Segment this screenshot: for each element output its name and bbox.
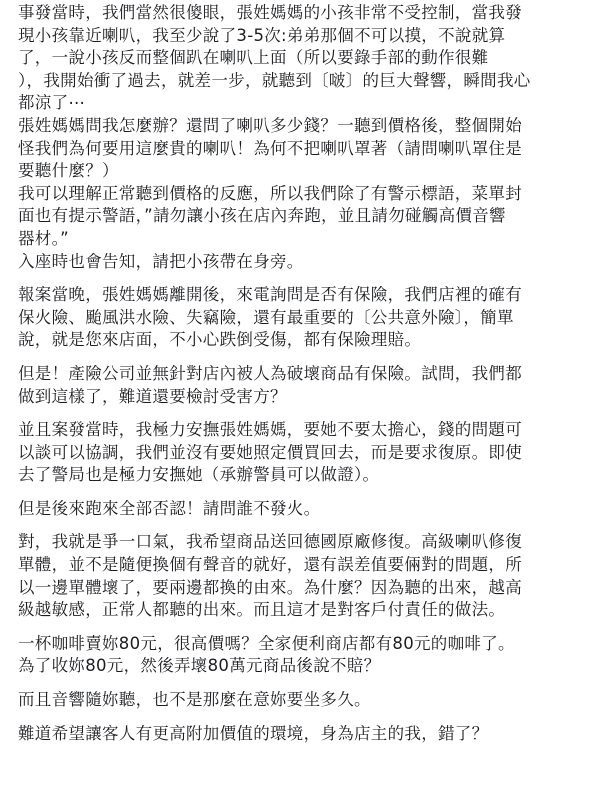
text-line: 對，我就是爭一口氣，我希望商品送回德國原廠修復。高級喇叭修復	[18, 532, 522, 552]
text-line: 要聽什麼？）	[18, 161, 119, 181]
text-line: 並且案發當時，我極力安撫張姓媽媽，要她不要太擔心，錢的問題可	[18, 420, 522, 440]
paragraph-gap	[18, 487, 585, 498]
paragraph-gap	[18, 408, 585, 419]
text-line: 我可以理解正常聽到價格的反應，所以我們除了有警示標語，菜單封	[18, 183, 522, 203]
paragraph	[18, 419, 585, 487]
paragraph-gap	[18, 273, 585, 284]
text-line: 級越敏感，正常人都聽的出來。而且這才是對客戶付責任的做法。	[18, 600, 506, 620]
paragraph	[18, 723, 585, 746]
paragraph	[18, 2, 585, 115]
text-line: 難道希望讓客人有更高附加價值的環境，身為店主的我，錯了？	[18, 723, 489, 743]
text-line: 而且音響隨妳聽，也不是那麼在意妳要坐多久。	[18, 690, 371, 710]
text-line: 以一邊單體壞了，要兩邊都換的由來。為什麼？因為聽的出來，越高	[18, 577, 522, 597]
paragraph	[18, 531, 585, 621]
text-line: 面也有提示警語，”請勿讓小孩在店內奔跑，並且請勿碰觸高價音響	[18, 206, 506, 226]
paragraph	[18, 633, 585, 678]
paragraph-gap	[18, 622, 585, 633]
text-line: 但是！產險公司並無針對店內被人為破壞商品有保險。試問，我們都	[18, 363, 522, 383]
paragraph-gap	[18, 352, 585, 363]
text-line: 怪我們為何要用這麼貴的喇叭！為何不把喇叭罩著（請問喇叭罩住是	[18, 138, 522, 158]
paragraph	[18, 498, 585, 521]
text-line: 以談可以協調，我們並沒有要她照定價買回去，而是要求復原。即使	[18, 442, 522, 462]
text-line: 但是後來跑來全部否認！請問誰不發火。	[18, 498, 321, 518]
text-line: 都涼了⋯	[18, 93, 86, 113]
text-line: 報案當晚，張姓媽媽離開後，來電詢問是否有保險，我們店裡的確有	[18, 285, 522, 305]
text-line: 入座時也會告知，請把小孩帶在身旁。	[18, 251, 304, 271]
text-line: 張姓媽媽問我怎麼辦？還問了喇叭多少錢？一聽到價格後，整個開始	[18, 115, 522, 135]
paragraph-gap	[18, 712, 585, 723]
text-line: 了，一說小孩反而整個趴在喇叭上面（所以要錄手部的動作很難	[18, 48, 489, 68]
paragraph	[18, 689, 585, 712]
paragraph	[18, 284, 585, 352]
text-line: 單體，並不是隨便換個有聲音的就好，還有誤差值要倆對的問題，所	[18, 555, 522, 575]
text-line: 器材。”	[18, 228, 69, 248]
paragraph-gap	[18, 520, 585, 531]
text-line: 去了警局也是極力安撫她（承辦警員可以做證）。	[18, 465, 380, 485]
text-line: ），我開始衝了過去，就差一步，就聽到〔啵〕的巨大聲響，瞬間我心	[18, 70, 531, 90]
text-line: 現小孩靠近喇叭，我至少說了3-5次:弟弟那個不可以摸，不說就算	[18, 25, 506, 45]
paragraph	[18, 363, 585, 408]
text-line: 說，就是您來店面，不小心跌倒受傷，都有保險理賠。	[18, 330, 422, 350]
text-line: 事發當時，我們當然很傻眼，張姓媽媽的小孩非常不受控制，當我發	[18, 3, 522, 22]
text-line: 一杯咖啡賣妳80元，很高價嗎？全家便利商店都有80元的咖啡了。	[18, 633, 515, 653]
paragraph	[18, 251, 585, 274]
paragraph	[18, 115, 585, 183]
text-line: 保火險、颱風洪水險、失竊險，還有最重要的〔公共意外險〕，簡單	[18, 307, 514, 327]
paragraph	[18, 183, 585, 251]
paragraph-gap	[18, 678, 585, 689]
text-line: 為了收妳80元，然後弄壞80萬元商品後說不賠？	[18, 656, 381, 676]
text-line: 做到這樣了，難道還要檢討受害方？	[18, 386, 287, 406]
